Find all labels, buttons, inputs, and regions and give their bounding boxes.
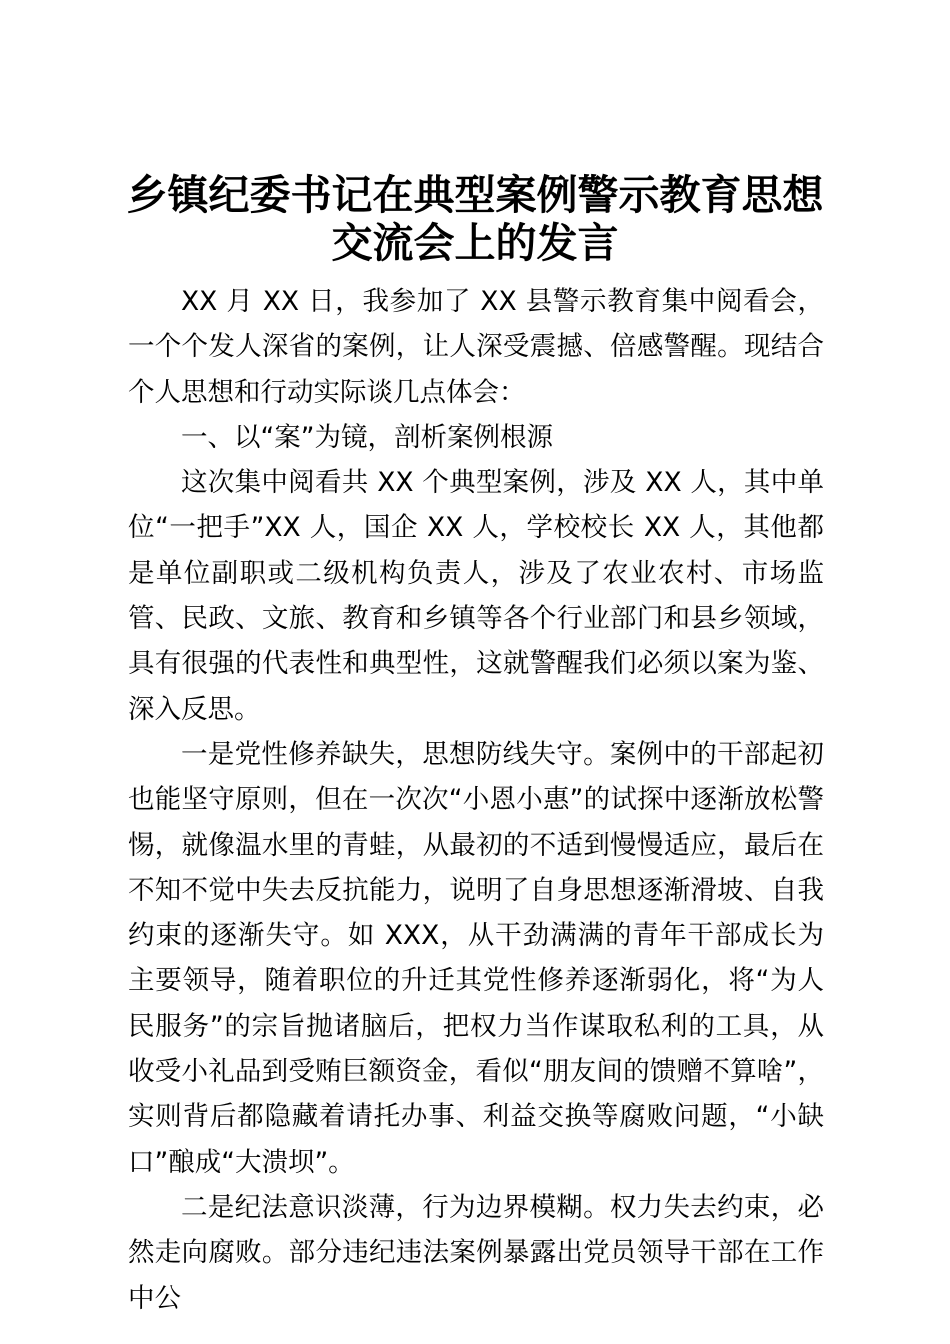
document-body <box>128 279 824 1321</box>
body-paragraph: 这次集中阅看共 XX 个典型案例，涉及 XX 人，其中单位“一把手”XX 人，国企 XX 人，学校校长 XX 人，其他都是单位副职或二级机构负责人，涉及了农业农村、市场监管、民政、文旅、教育和乡镇等各个行业部门和县乡领域，具有很强的代表性和典型性，这就警醒我们必须以案为鉴、深入反思。 <box>128 467 824 725</box>
body-paragraph: 一是党性修养缺失，思想防线失守。案例中的干部起初也能坚守原则，但在一次次“小恩小惠”的试探中逐渐放松警惕，就像温水里的青蛙，从最初的不适到慢慢适应，最后在不知不觉中失去反抗能力，说明了自身思想逐渐滑坡、自我约束的逐渐失守。如 XXX，从干劲满满的青年干部成长为主要领导，随着职位的升迁其党性修养逐渐弱化，将“为人民服务”的宗旨抛诸脑后，把权力当作谋取私利的工具，从收受小礼品到受贿巨额资金，看似“朋友间的馈赠不算啥”，实则背后都隐藏着请托办事、利益交换等腐败问题，“小缺口”酿成“大溃坝”。 <box>128 738 824 1178</box>
document-title-line-2: 交流会上的发言 <box>331 219 619 267</box>
section-heading-1: 一、以“案”为镜，剖析案例根源 <box>181 421 553 453</box>
intro-paragraph: XX 月 XX 日，我参加了 XX 县警示教育集中阅看会，一个个发人深省的案例，让人深受震撼、倍感警醒。现结合个人思想和行动实际谈几点体会： <box>128 286 824 408</box>
document-title-line-1: 乡镇纪委书记在典型案例警示教育思想 <box>126 171 824 219</box>
body-paragraph: 二是纪法意识淡薄，行为边界模糊。权力失去约束，必然走向腐败。部分违纪违法案例暴露出党员领导干部在工作中公 <box>128 1191 824 1314</box>
